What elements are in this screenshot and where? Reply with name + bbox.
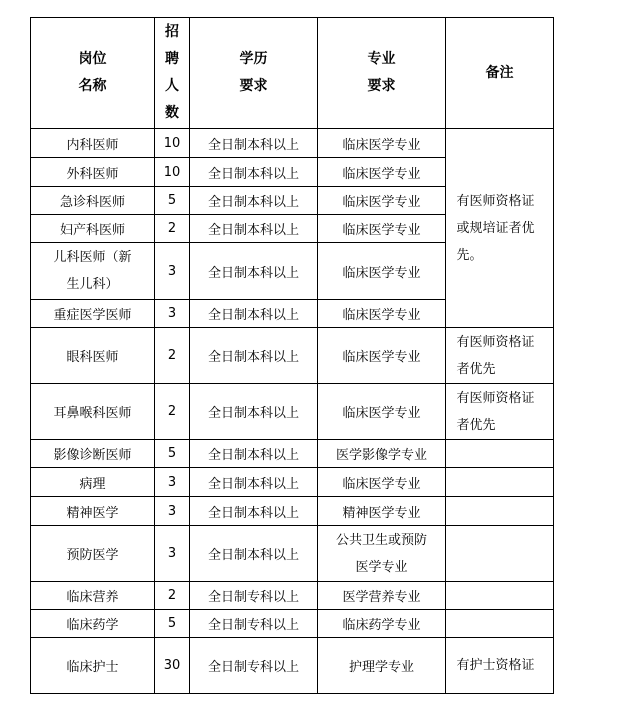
cell-education: 全日制本科以上 (190, 129, 318, 158)
header-education: 学历 要求 (190, 18, 318, 129)
table-row (31, 610, 554, 638)
cell-count: 2 (155, 328, 190, 384)
header-major: 专业 要求 (318, 18, 446, 129)
cell-position: 精神医学 (31, 497, 155, 526)
cell-position: 预防医学 (31, 526, 155, 582)
cell-count: 30 (155, 638, 190, 694)
cell-position: 影像诊断医师 (31, 440, 155, 468)
cell-education: 全日制本科以上 (190, 300, 318, 328)
cell-count: 3 (155, 243, 190, 300)
cell-count: 3 (155, 300, 190, 328)
cell-education: 全日制专科以上 (190, 582, 318, 610)
cell-education: 全日制本科以上 (190, 187, 318, 215)
cell-education: 全日制本科以上 (190, 526, 318, 582)
table-row (31, 582, 554, 610)
cell-position: 临床护士 (31, 638, 155, 694)
cell-count: 2 (155, 582, 190, 610)
cell-major: 护理学专业 (318, 638, 446, 694)
table-row (31, 526, 554, 582)
cell-remarks-empty (446, 468, 554, 497)
cell-major: 临床医学专业 (318, 384, 446, 440)
table-row (31, 328, 554, 384)
cell-remarks-group1: 有医师资格证或规培证者优先。 (446, 129, 554, 328)
cell-count: 3 (155, 468, 190, 497)
cell-major: 临床医学专业 (318, 215, 446, 243)
cell-education: 全日制本科以上 (190, 215, 318, 243)
cell-count: 2 (155, 384, 190, 440)
cell-position: 妇产科医师 (31, 215, 155, 243)
cell-education: 全日制本科以上 (190, 440, 318, 468)
cell-education: 全日制本科以上 (190, 243, 318, 300)
cell-major: 临床医学专业 (318, 129, 446, 158)
table-row (31, 638, 554, 694)
cell-remarks-empty (446, 610, 554, 638)
cell-position: 临床营养 (31, 582, 155, 610)
cell-education: 全日制本科以上 (190, 468, 318, 497)
cell-count: 5 (155, 610, 190, 638)
cell-major: 医学影像学专业 (318, 440, 446, 468)
cell-position: 外科医师 (31, 158, 155, 187)
cell-remarks-ent: 有医师资格证者优先 (446, 384, 554, 440)
cell-major: 临床医学专业 (318, 243, 446, 300)
cell-remarks-empty (446, 497, 554, 526)
cell-count: 10 (155, 158, 190, 187)
table-row (31, 440, 554, 468)
cell-major: 公共卫生或预防 医学专业 (318, 526, 446, 582)
cell-education: 全日制专科以上 (190, 610, 318, 638)
cell-education: 全日制本科以上 (190, 328, 318, 384)
cell-position: 眼科医师 (31, 328, 155, 384)
cell-count: 10 (155, 129, 190, 158)
cell-major: 临床医学专业 (318, 158, 446, 187)
cell-count: 3 (155, 526, 190, 582)
table-row (31, 497, 554, 526)
cell-position: 临床药学 (31, 610, 155, 638)
header-position: 岗位 名称 (31, 18, 155, 129)
cell-major: 精神医学专业 (318, 497, 446, 526)
cell-major: 临床医学专业 (318, 468, 446, 497)
cell-major: 临床医学专业 (318, 328, 446, 384)
table-row (31, 468, 554, 497)
cell-position: 急诊科医师 (31, 187, 155, 215)
cell-count: 2 (155, 215, 190, 243)
cell-count: 5 (155, 187, 190, 215)
cell-major: 医学营养专业 (318, 582, 446, 610)
header-count: 招聘人数 (155, 18, 190, 129)
cell-position: 内科医师 (31, 129, 155, 158)
cell-major: 临床医学专业 (318, 187, 446, 215)
cell-remarks-nurse: 有护士资格证 (446, 638, 554, 694)
cell-education: 全日制本科以上 (190, 158, 318, 187)
cell-position: 耳鼻喉科医师 (31, 384, 155, 440)
cell-major: 临床医学专业 (318, 300, 446, 328)
cell-position: 儿科医师（新 生儿科） (31, 243, 155, 300)
cell-remarks-empty (446, 526, 554, 582)
table-row (31, 129, 554, 158)
header-row (31, 18, 554, 129)
cell-count: 3 (155, 497, 190, 526)
cell-remarks-empty (446, 440, 554, 468)
cell-education: 全日制本科以上 (190, 384, 318, 440)
cell-education: 全日制本科以上 (190, 497, 318, 526)
table-row (31, 384, 554, 440)
cell-count: 5 (155, 440, 190, 468)
recruitment-table (30, 17, 554, 694)
cell-remarks-ophthalmology: 有医师资格证者优先 (446, 328, 554, 384)
cell-remarks-empty (446, 582, 554, 610)
header-remarks: 备注 (446, 18, 554, 129)
cell-education: 全日制专科以上 (190, 638, 318, 694)
cell-major: 临床药学专业 (318, 610, 446, 638)
cell-position: 病理 (31, 468, 155, 497)
cell-position: 重症医学医师 (31, 300, 155, 328)
